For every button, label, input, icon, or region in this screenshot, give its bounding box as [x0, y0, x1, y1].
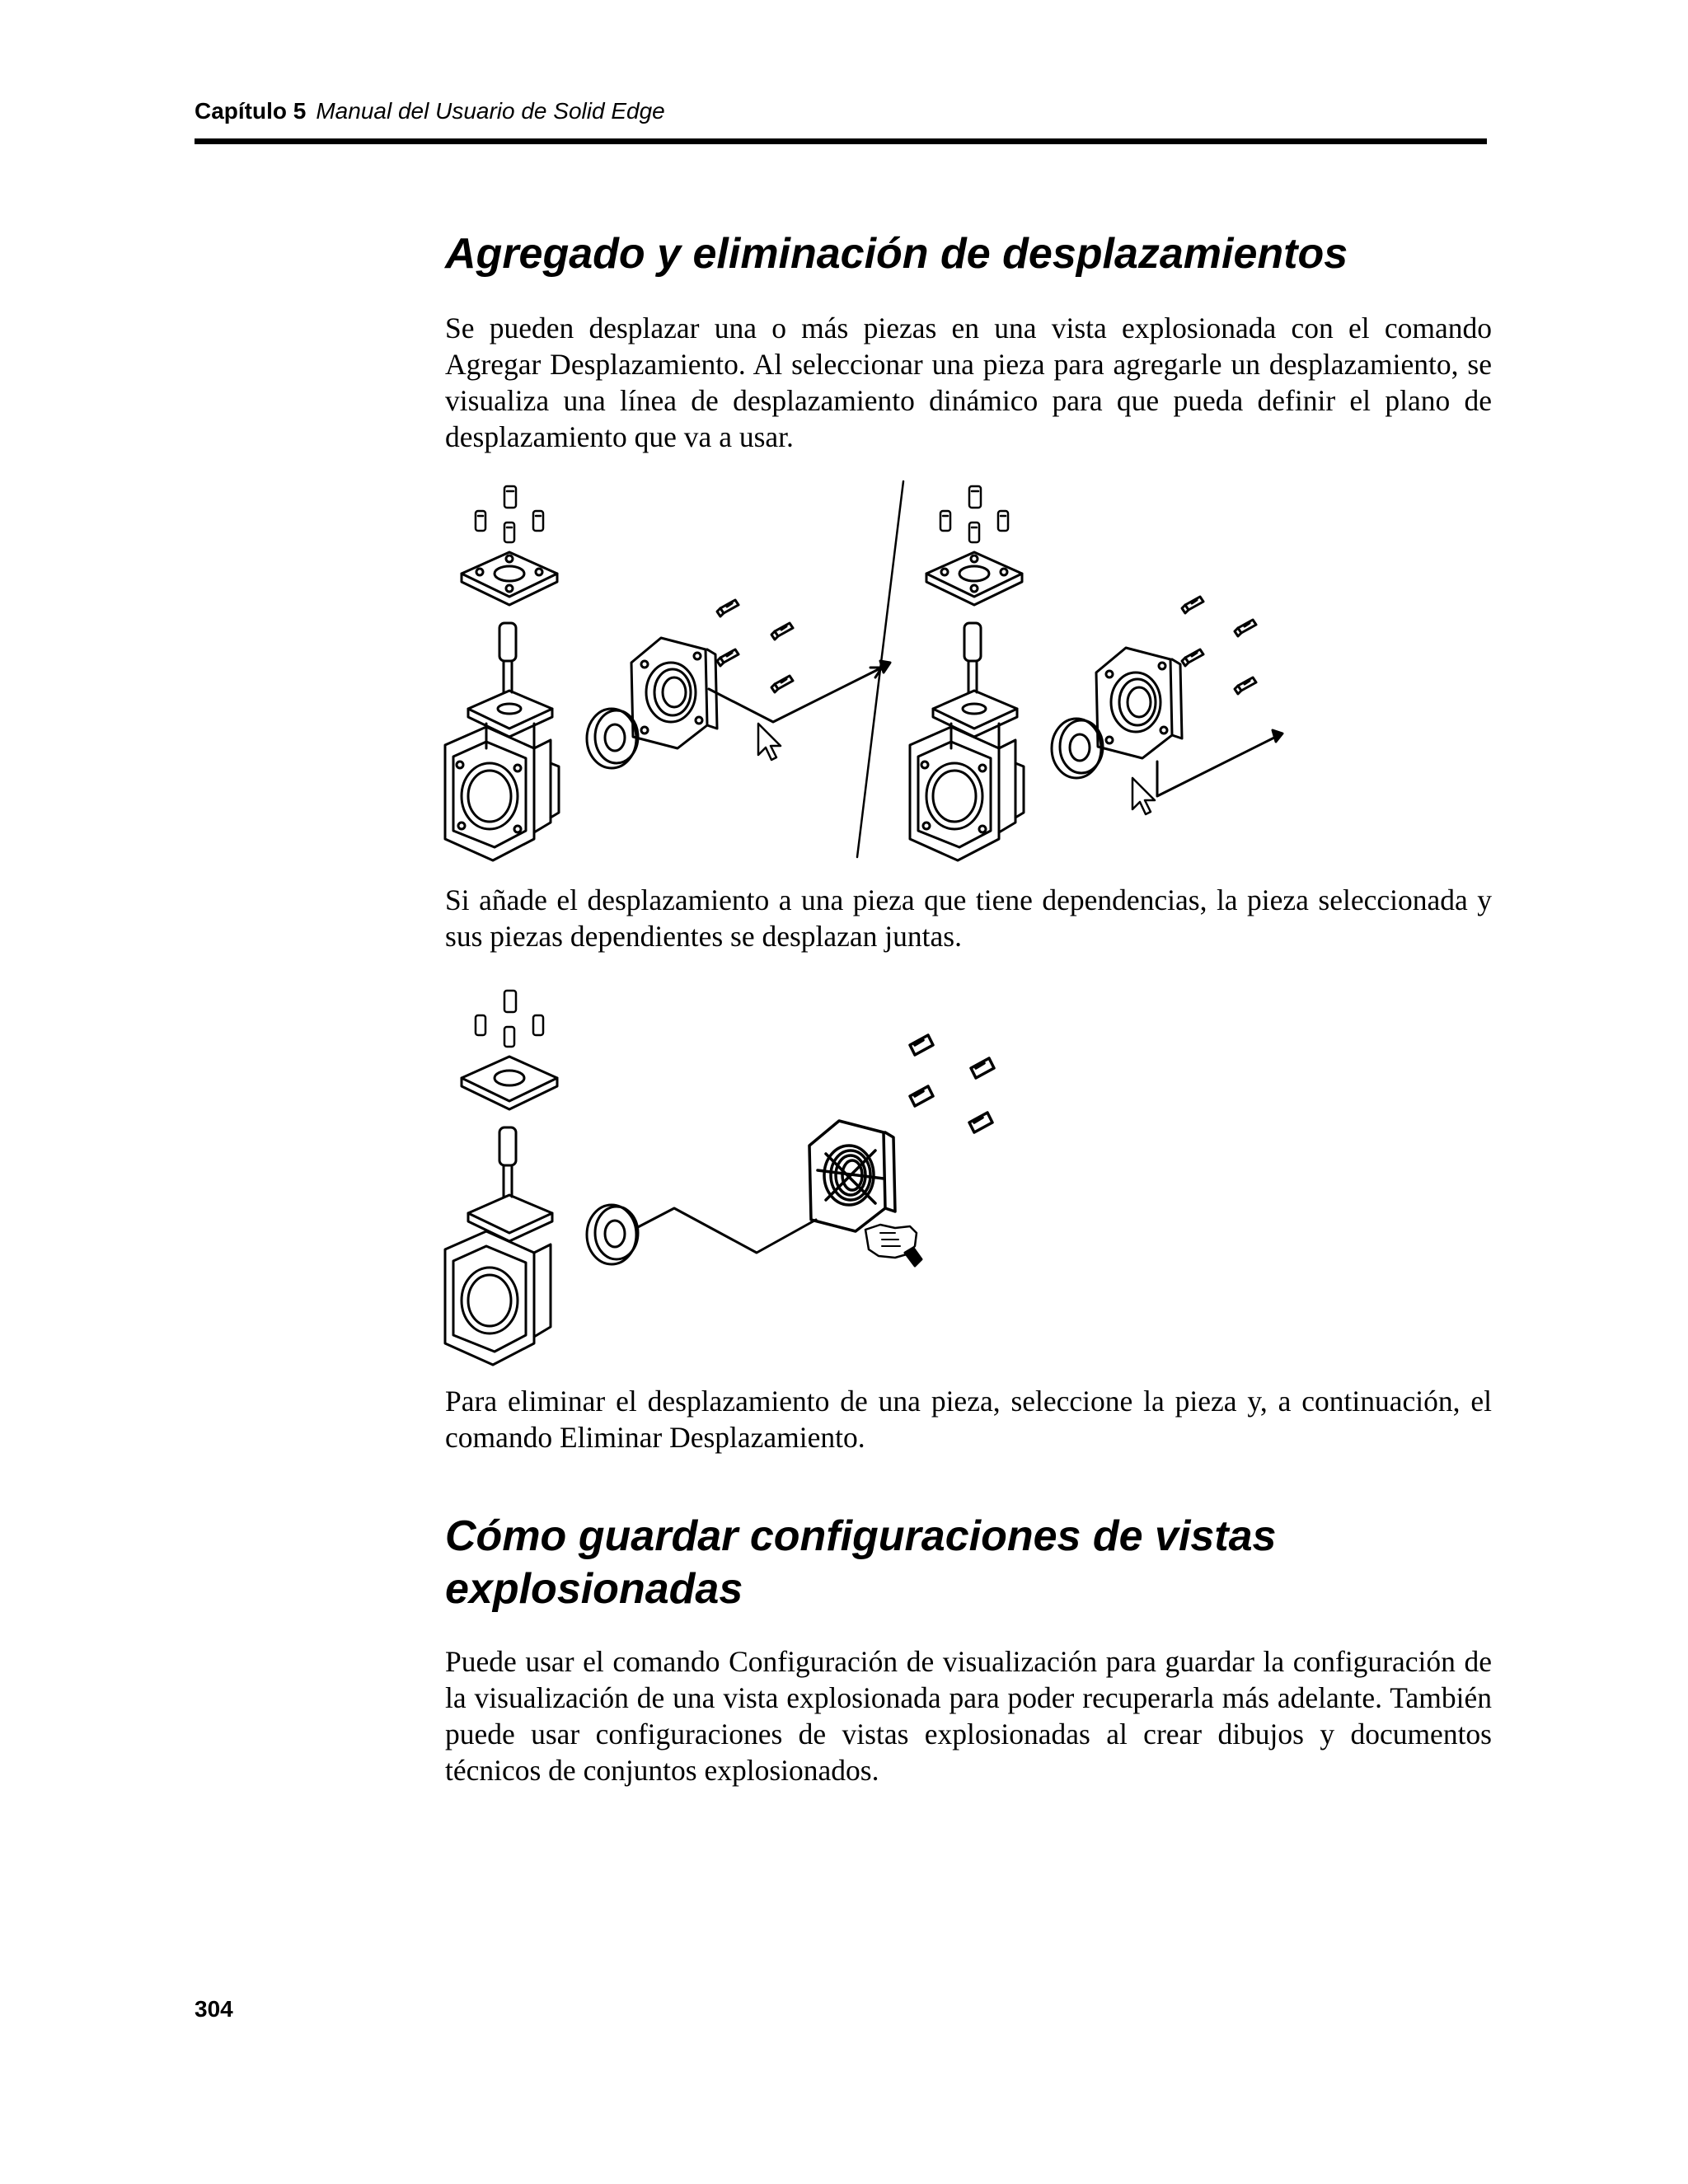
header-manual-title: Manual del Usuario de Solid Edge: [316, 98, 665, 124]
paragraph-remove-offset: Para eliminar el desplazamiento de una pieza, seleccione la pieza y, a continuación, el comando Eliminar Desplazamiento.: [445, 1385, 1492, 1454]
header-chapter: Capítulo 5: [195, 98, 307, 124]
paragraph-add-offset: Se pueden desplazar una o más piezas en una vista explosionada con el comando Agregar Desplazamiento. Al seleccionar una pieza para agregarle un desplazamiento, se visualiza una línea de desplazamiento dinámico para que pueda definir el plano de desplazamiento que va a usar.: [445, 312, 1492, 453]
paragraph-save-config: Puede usar el comando Configuración de visualización para guardar la configuración de la visualización de una vista explosionada para poder recuperarla más adelante. También puede usar configuraciones de vistas explosionadas al crear dibujos y documentos técnicos de conjuntos explosionados.: [445, 1645, 1492, 1787]
page-number: 304: [195, 1996, 233, 2022]
figure-dependent-parts: [429, 981, 1006, 1368]
section-heading-offsets: Agregado y eliminación de desplazamientos: [445, 230, 1348, 278]
running-header: [195, 97, 665, 125]
paragraph-dependencies: Si añade el desplazamiento a una pieza que tiene dependencias, la pieza seleccionada y sus piezas dependientes se desplazan juntas.: [445, 883, 1492, 953]
header-rule: [195, 138, 1487, 144]
section-heading-save-config: Cómo guardar configuraciones de vistas explosionadas: [445, 1512, 1277, 1613]
figure-offset-line: [429, 476, 1368, 864]
